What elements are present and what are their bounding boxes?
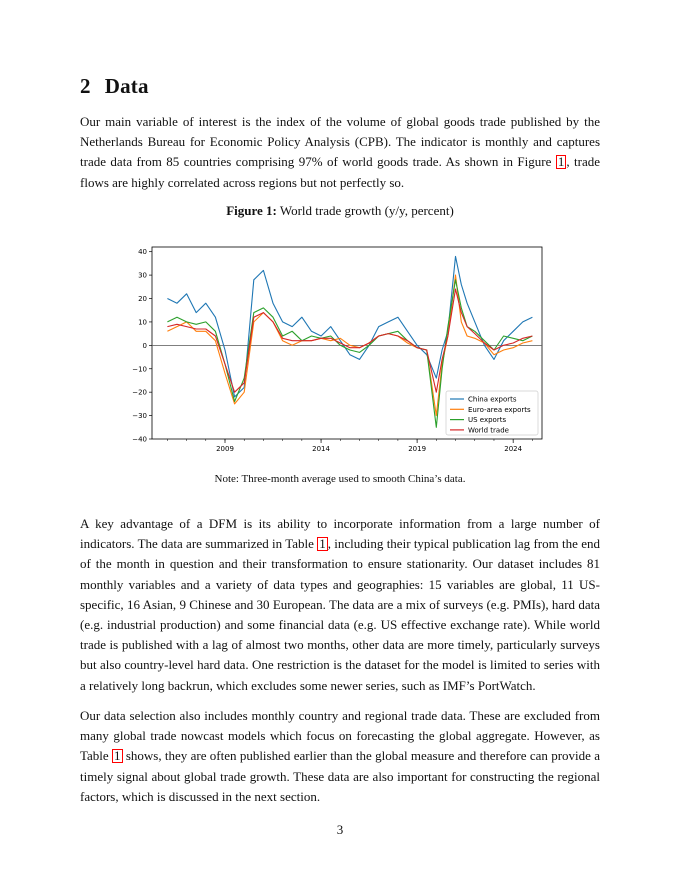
x-tick-label: 2019 [408,445,427,453]
paragraph-1 [80,112,600,193]
paragraph-1-text-b: , trade flows are highly correlated across regions but not perfectly so. [80,154,600,190]
legend-label: US exports [468,416,507,425]
section-title-text: Data [104,74,149,98]
figure-label: Figure 1: [226,203,277,218]
legend-label: China exports [468,395,517,404]
section-heading [80,74,149,99]
plot-area [132,247,542,453]
table-1-reference-link-2[interactable]: 1 [114,748,121,764]
legend-label: World trade [468,426,509,435]
legend-label: Euro-area exports [468,405,531,414]
paragraph-3 [80,706,600,807]
y-tick-label: −20 [132,388,147,397]
y-tick-label: 30 [138,271,147,280]
paragraph-2-text-a: A key advantage of a DFM is its ability to incorporate information from a large number of indicators. The data are summarized in Table [80,516,600,552]
y-tick-label: 10 [138,318,147,327]
y-tick-label: 20 [138,295,147,304]
figure-caption [0,203,680,219]
x-tick-label: 2009 [216,445,234,453]
paragraph-2-text-b: , including their typical publication lag from the end of the month in question and their transformation to ensure stationarity. Our dataset includes 81 monthly variables and a variety of data types and geographies: 15 variables are global, 11 US-specific, 16 Asian, 9 Chinese and 30 European. The data are a mix of surveys (e.g. PMIs), hard data (e.g. industrial production) and some financial data (e.g. US effective exchange rate). While world trade is published with a lag of almost two months, other data are more timely, particularly surveys but also country-level hard data. One restriction is the dataset for the model is limited to series with a relatively long backrun, which excludes some newer series, such as IMF’s PortWatch. [80,536,600,693]
y-tick-label: −30 [132,412,147,421]
figure-1-reference-link[interactable]: 1 [557,154,565,170]
paragraph-3-text-b: shows, they are often published earlier than the global measure and therefore can provide a timely signal about global trade growth. These data are also important for constructing the regional factors, which is discussed in the next section. [80,748,601,804]
figure-note: Note: Three-month average used to smooth China’s data. [214,473,466,485]
y-tick-label: 0 [142,341,147,350]
paragraph-1-text-a: Our main variable of interest is the index of the volume of global goods trade published by the Netherlands Bureau for Economic Policy Analysis (CPB). The indicator is monthly and captures trade data from 85 countries comprising 97% of world goods trade. As shown in Figure [80,114,600,170]
paragraph-2 [80,514,600,696]
figure-title: World trade growth (y/y, percent) [279,203,454,218]
page-number: 3 [336,822,344,837]
y-tick-label: −40 [132,435,147,444]
y-tick-label: 40 [138,248,147,257]
table-1-reference-link[interactable]: 1 [319,536,326,552]
paragraph-3-text-a: Our data selection also includes monthly country and regional trade data. These are excluded from many global trade nowcast models which focus on forecasting the global aggregate. However, as Table [80,708,600,764]
trade-growth-chart [120,240,560,460]
x-tick-label: 2024 [504,445,523,453]
section-number: 2 [80,74,91,98]
series-line-china-exports [167,256,532,397]
y-tick-label: −10 [132,365,147,374]
x-tick-label: 2014 [312,445,330,453]
